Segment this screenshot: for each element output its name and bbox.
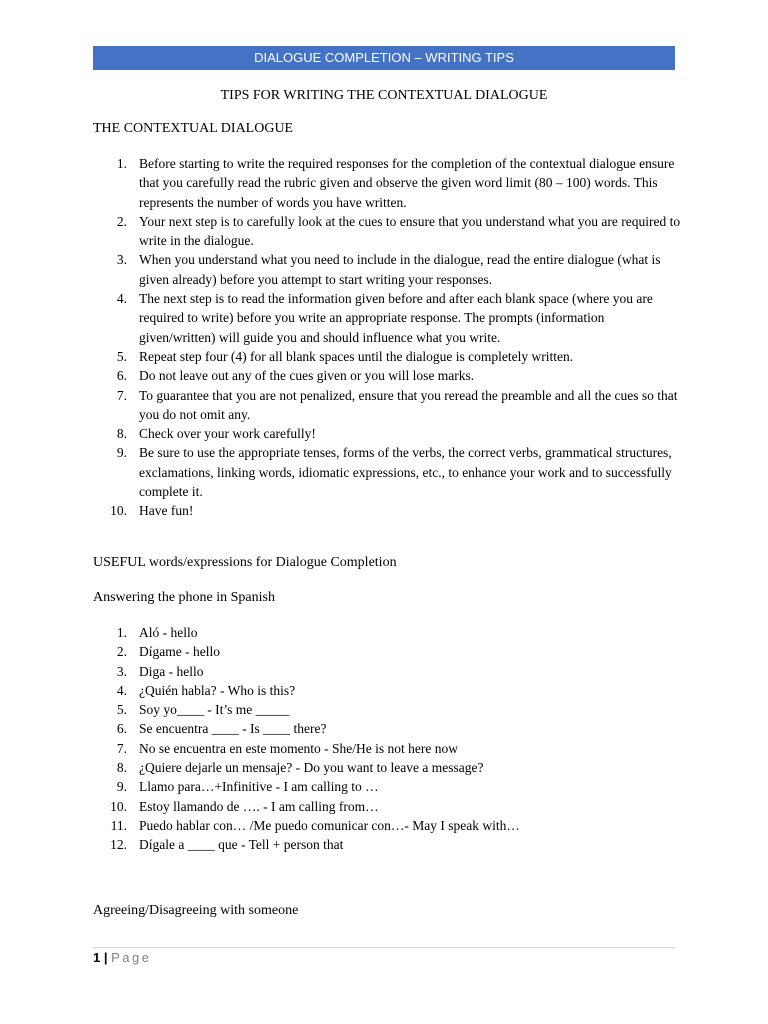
tip-item (93, 347, 683, 366)
list-item-text: Before starting to write the required responses for the completion of the contextual dialogue ensure that you carefully read the rubric given and observe the given word limit (80 – 100) words. This represents the number of words you have written. (139, 156, 675, 210)
tip-item (93, 443, 683, 501)
expression-item (93, 700, 683, 719)
list-item-number: 9. (116, 445, 127, 461)
expression-item (93, 758, 683, 777)
list-item-text: ¿Quiere dejarle un mensaje? - Do you want to leave a message? (139, 760, 484, 776)
list-item-text: Soy yo____ - It’s me _____ (139, 702, 290, 718)
list-item-number: 1. (116, 156, 127, 171)
list-item-text: Llamo para…+Infinitive - I am calling to … (139, 779, 379, 795)
list-item-number: 5. (116, 702, 127, 718)
subheading-answering-phone: Answering the phone in Spanish (93, 590, 275, 605)
list-item-number: 8. (116, 760, 127, 776)
list-item-text: When you understand what you need to include in the dialogue, read the entire dialogue (what is given already) before you attempt to start writing your responses. (139, 252, 661, 287)
list-item-number: 11. (110, 817, 127, 833)
page-footer (93, 950, 152, 965)
list-item-number: 12. (110, 837, 127, 853)
tip-item (93, 154, 683, 212)
phone-expressions-list (93, 623, 683, 855)
list-item-number: 4. (116, 291, 127, 307)
expression-item (93, 816, 683, 835)
list-item-text: Be sure to use the appropriate tenses, forms of the verbs, the correct verbs, grammatical structures, exclamations, linking words, idiomatic expressions, etc., to enhance your work and to successfully complete it. (139, 445, 672, 500)
list-item-text: Aló - hello (139, 625, 198, 640)
page-number: 1 (93, 950, 101, 965)
expression-item (93, 739, 683, 758)
expression-item (93, 719, 683, 738)
list-item-number: 4. (116, 682, 127, 698)
tips-list (93, 154, 683, 521)
tip-item (93, 289, 683, 347)
list-item-text: Dígale a ____ que - Tell + person that (139, 837, 344, 853)
list-item-text: Your next step is to carefully look at the cues to ensure that you understand what you are required to write in the dialogue. (139, 213, 681, 249)
list-item-text: Have fun! (139, 503, 194, 519)
list-item-text: Se encuentra ____ - Is ____ there? (139, 721, 327, 737)
page-title: TIPS FOR WRITING THE CONTEXTUAL DIALOGUE (220, 88, 548, 103)
expression-item (93, 797, 683, 816)
section-heading-useful-expressions: USEFUL words/expressions for Dialogue Completion (93, 555, 397, 570)
list-item-text: Puedo hablar con… /Me puedo comunicar con…- May I speak with… (139, 817, 520, 833)
list-item-number: 8. (116, 426, 127, 442)
list-item-text: Do not leave out any of the cues given or you will lose marks. (139, 368, 475, 384)
footer-separator: | (103, 950, 108, 965)
footer-divider (93, 947, 675, 948)
expression-item (93, 623, 683, 642)
list-item-number: 10. (110, 798, 127, 814)
section-heading-contextual-dialogue: THE CONTEXTUAL DIALOGUE (93, 121, 294, 136)
expression-item (93, 681, 683, 700)
list-item-text: Diga - hello (139, 663, 204, 679)
page-label: Page (111, 950, 152, 965)
list-item-text: ¿Quién habla? - Who is this? (139, 682, 296, 698)
section-heading-agreeing: Agreeing/Disagreeing with someone (93, 903, 299, 918)
expression-item (93, 662, 683, 681)
list-item-text: Estoy llamando de …. - I am calling from… (139, 798, 379, 814)
list-item-number: 7. (116, 387, 127, 403)
expression-item (93, 777, 683, 796)
list-item-number: 3. (116, 252, 127, 268)
list-item-number: 9. (116, 779, 127, 795)
list-item-text: Check over your work carefully! (139, 426, 316, 442)
tip-item (93, 501, 683, 520)
list-item-number: 10. (110, 503, 127, 519)
list-item-text: No se encuentra en este momento - She/He is not here now (139, 740, 459, 756)
list-item-text: The next step is to read the information given before and after each blank space (where you are required to write) before you write an appropriate response. The prompts (information given/written) will guide you and should influence what you write. (139, 291, 653, 345)
list-item-text: To guarantee that you are not penalized, ensure that you reread the preamble and all the cues so that you do not omit any. (139, 387, 678, 422)
list-item-number: 3. (116, 663, 127, 679)
tip-item (93, 424, 683, 443)
tip-item (93, 386, 683, 425)
list-item-number: 2. (116, 644, 127, 660)
tip-item (93, 250, 683, 289)
expression-item (93, 835, 683, 854)
expression-item (93, 642, 683, 661)
tip-item (93, 212, 683, 251)
list-item-number: 1. (116, 625, 127, 640)
list-item-text: Dígame - hello (139, 644, 220, 660)
list-item-number: 6. (116, 368, 127, 384)
list-item-number: 2. (116, 213, 127, 229)
list-item-text: Repeat step four (4) for all blank spaces until the dialogue is completely written. (139, 348, 574, 364)
list-item-number: 7. (116, 740, 127, 756)
list-item-number: 6. (116, 721, 127, 737)
document-banner: DIALOGUE COMPLETION – WRITING TIPS (93, 46, 675, 70)
tip-item (93, 366, 683, 385)
list-item-number: 5. (116, 348, 127, 364)
